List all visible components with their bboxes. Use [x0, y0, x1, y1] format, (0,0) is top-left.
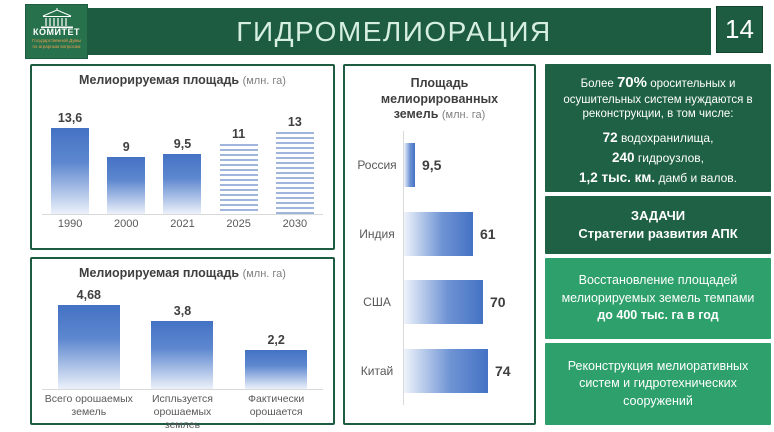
x-axis-labels	[42, 218, 323, 230]
chart-title-text: Мелиорируемая площадь	[79, 73, 240, 87]
bar-value-label: 3,8	[173, 303, 192, 318]
category-label: Индия	[359, 226, 395, 241]
need-item-dams	[555, 168, 761, 188]
duma-building-icon	[37, 8, 77, 28]
panel-task-restore	[545, 258, 771, 339]
intro-percent: 70%	[616, 74, 647, 91]
bar-plot-area	[42, 284, 323, 390]
chart-title	[365, 76, 515, 123]
tasks-title-line1: ЗАДАЧИ	[630, 208, 686, 224]
forecast-bar	[276, 132, 314, 214]
category-label: 2000	[114, 217, 139, 230]
category-label: Всего орошаемых земель	[44, 392, 133, 418]
bar-value-label: 9	[122, 139, 130, 154]
item-number: 240	[611, 149, 635, 165]
bar-value-label: 13,6	[57, 110, 83, 125]
item-text: гидроузлов,	[634, 150, 705, 165]
bar-column	[245, 333, 307, 389]
bar-row	[404, 200, 528, 268]
category-label: 2025	[226, 217, 251, 230]
chart-title-text: Мелиорируемая площадь	[79, 266, 240, 280]
bar	[245, 350, 307, 389]
bar-column	[220, 127, 258, 214]
bar-column	[163, 137, 201, 214]
bar	[404, 349, 488, 393]
bar-value-label: 11	[232, 126, 246, 141]
bar-value-label: 74	[495, 362, 511, 379]
chart-meliorated-area-by-year	[30, 64, 335, 250]
logo-title: КОМИТЕТ	[33, 27, 80, 37]
category-label: 1990	[57, 217, 83, 230]
bar-column	[58, 288, 120, 389]
bar-row	[404, 337, 528, 405]
page-title: ГИДРОМЕЛИОРАЦИЯ	[236, 15, 552, 47]
bar	[404, 212, 473, 256]
forecast-bar	[220, 144, 258, 214]
y-axis-labels	[351, 131, 403, 405]
panel-task-reconstruct	[545, 343, 771, 425]
bar-row	[404, 131, 528, 199]
chart-irrigated-land-usage	[30, 257, 335, 431]
task-restore-bold: до 400 тыс. га в год	[597, 308, 719, 323]
intro-text-cont: оросительных и осушительных систем нуждаются в реконструкции, в том числе:	[563, 78, 753, 121]
chart-unit-label: (млн. га)	[441, 109, 486, 122]
bar-column	[151, 304, 213, 389]
panel-reconstruction-need	[545, 64, 771, 192]
item-text: водохранилища,	[617, 131, 714, 146]
bar	[163, 154, 201, 214]
chart-title	[32, 266, 333, 282]
task-reconstruct-text: Реконструкция мелиоративных систем и гидротехнических сооружений	[567, 358, 749, 408]
bar-column	[51, 111, 89, 214]
bar-value-label: 70	[490, 294, 506, 311]
logo-subtitle-1: Государственной Думы	[32, 37, 81, 43]
bar	[58, 305, 120, 389]
chart-meliorated-area-by-country	[343, 64, 536, 425]
bar-value-label: 61	[480, 225, 496, 242]
bar-value-label: 2,2	[267, 332, 285, 347]
item-number: 1,2 тыс. км.	[579, 169, 656, 185]
committee-logo	[25, 4, 88, 59]
bar-plot-area	[42, 91, 323, 215]
need-item-reservoirs	[555, 128, 761, 148]
bar-row	[404, 268, 528, 336]
category-label: Фактически орошается	[248, 392, 305, 418]
task-restore-pre: Восстановление площадей мелиорируемых земель темпами	[561, 273, 755, 305]
bars-container	[403, 131, 528, 405]
category-label: Испльзуется орошаемых землеь	[151, 392, 213, 431]
chart-unit-label: (млн. га)	[242, 268, 286, 280]
bar-value-label: 13	[287, 114, 302, 129]
chart-title	[32, 73, 333, 89]
bar-plot-area	[351, 131, 528, 405]
item-text: дамб и валов.	[655, 170, 737, 185]
x-axis-labels	[42, 393, 323, 432]
category-label: Россия	[357, 158, 397, 173]
bar-value-label: 9,5	[422, 157, 442, 174]
chart-unit-label: (млн. га)	[242, 75, 286, 87]
category-label: 2021	[170, 217, 195, 230]
category-label: 2030	[282, 217, 308, 230]
item-number: 72	[602, 130, 618, 146]
category-label: Китай	[360, 363, 394, 378]
bar	[151, 321, 213, 389]
bar	[404, 280, 483, 324]
bar	[404, 143, 415, 187]
bar-value-label: 4,68	[76, 287, 101, 302]
category-label: США	[363, 295, 391, 310]
bar-column	[276, 115, 314, 214]
bar-value-label: 9,5	[173, 136, 192, 151]
bar-column	[107, 140, 145, 214]
tasks-title-line2: Стратегии развития АПК	[578, 226, 738, 241]
intro-text: Более	[580, 78, 617, 90]
bar	[51, 128, 89, 214]
header-bar	[77, 8, 711, 55]
bar	[107, 157, 145, 214]
panel-strategy-tasks-header	[545, 196, 771, 254]
logo-subtitle-2: по аграрным вопросам	[32, 43, 81, 49]
chart-title-text: Площадь мелиорированных земель	[380, 76, 499, 122]
page-number: 14	[716, 6, 763, 53]
need-item-hydro-units	[555, 148, 761, 168]
reconstruction-need-items	[555, 128, 761, 187]
task-restore-text	[555, 272, 761, 325]
reconstruction-need-intro	[555, 73, 761, 122]
